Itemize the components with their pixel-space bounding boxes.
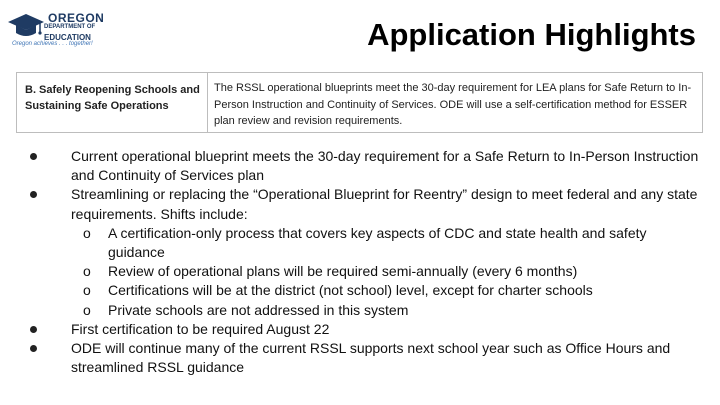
list-item <box>26 320 706 339</box>
ode-logo <box>6 10 105 50</box>
sub-list-item-text: Certifications will be at the district (not school) level, except for charter schools <box>108 282 593 299</box>
graduation-cap-icon <box>6 10 46 40</box>
list-item <box>26 339 706 377</box>
list-item-text: ODE will continue many of the current RSSL supports next school year such as Office Hours and streamlined RSSL guidance <box>71 340 671 376</box>
sub-bullet-marker: o <box>83 224 91 241</box>
slide-title: Application Highlights <box>367 17 696 52</box>
bullet-dot-icon <box>30 191 37 198</box>
bullet-dot-icon <box>30 345 37 352</box>
list-item <box>26 185 706 223</box>
summary-description: The RSSL operational blueprints meet the 30-day requirement for LEA plans for Safe Return to In-Person Instruction and Continuity of Services. ODE will use a self-certification method for ESSER plan review and revision requirements. <box>214 82 692 127</box>
sub-list-item <box>26 281 706 300</box>
summary-table <box>16 72 703 133</box>
bullet-dot-icon <box>30 153 37 160</box>
sub-list-item-text: Private schools are not addressed in this system <box>108 301 409 318</box>
sub-list-item-text: Review of operational plans will be required semi-annually (every 6 months) <box>108 263 578 280</box>
summary-section-label: B. Safely Reopening Schools and Sustaining Safe Operations <box>17 73 208 132</box>
list-item-text: First certification to be required August 22 <box>71 320 330 337</box>
sub-bullet-marker: o <box>83 263 91 280</box>
sub-list-item <box>26 301 706 320</box>
sub-list-item <box>26 224 706 262</box>
highlights-list <box>26 147 706 377</box>
logo-department: DEPARTMENT OF <box>44 24 96 30</box>
bullet-dot-icon <box>30 326 37 333</box>
list-item-text: Streamlining or replacing the “Operational Blueprint for Reentry” design to meet federal and any state requirements. Shifts include: <box>71 186 698 222</box>
sub-bullet-marker: o <box>83 282 91 299</box>
logo-state: OREGON <box>48 11 105 25</box>
sub-bullet-marker: o <box>83 301 91 318</box>
logo-education: EDUCATION <box>44 33 91 42</box>
sub-list-item <box>26 262 706 281</box>
list-item <box>26 147 706 185</box>
list-item-text: Current operational blueprint meets the 30-day requirement for a Safe Return to In-Person Instruction and Continuity of Services plan <box>71 148 699 184</box>
logo-tagline: Oregon achieves . . . together! <box>12 41 93 47</box>
sub-list-item-text: A certification-only process that covers key aspects of CDC and state health and safety guidance <box>108 224 647 261</box>
